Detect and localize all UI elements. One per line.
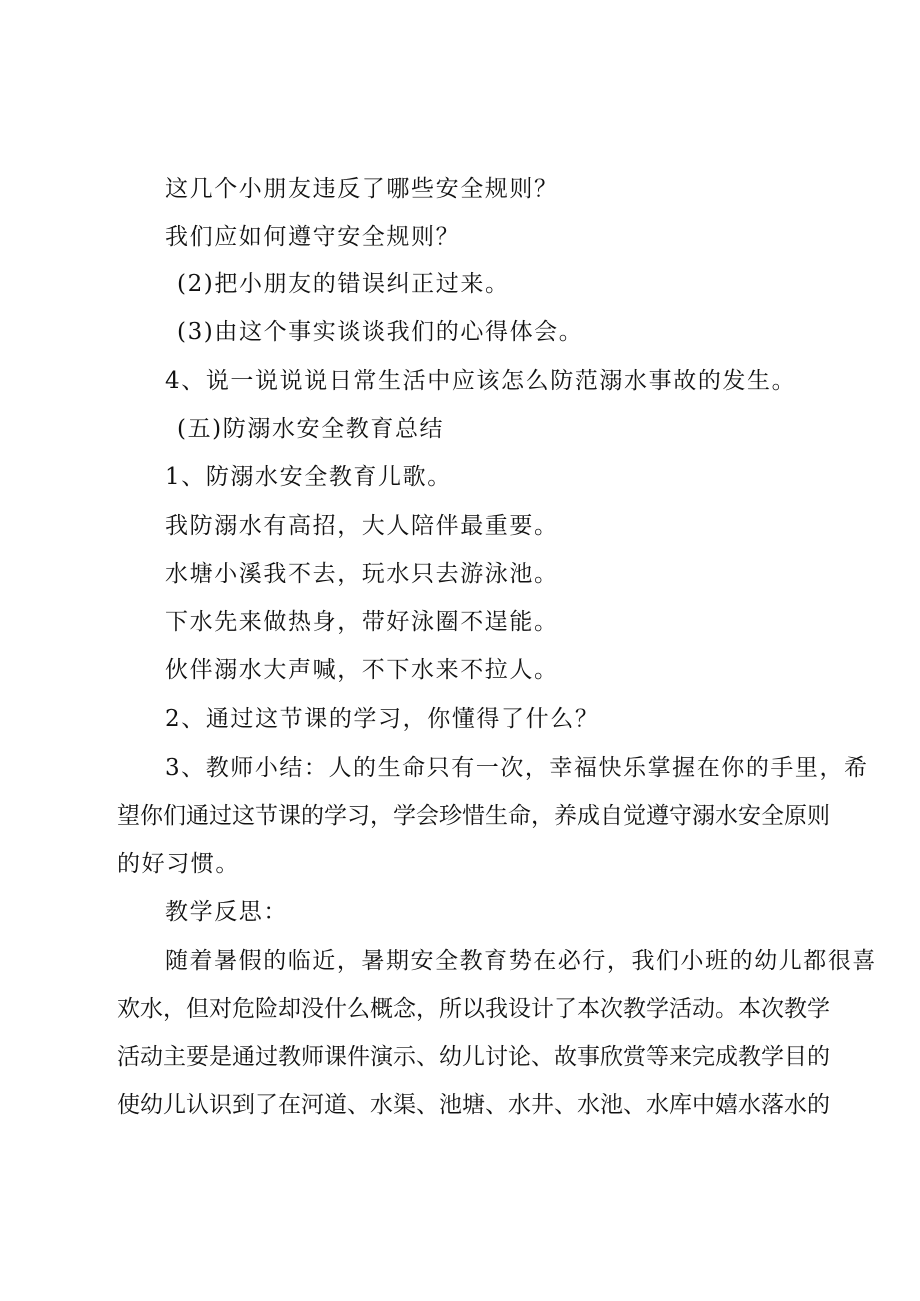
reflection-line-4: 使幼儿认识到了在河道、水渠、池塘、水井、水池、水库中嬉水落水的 [117, 1092, 830, 1118]
rhyme-line-1: 我防溺水有高招，大人陪伴最重要。 [165, 513, 559, 539]
rhyme-line-2: 水塘小溪我不去，玩水只去游泳池。 [165, 561, 559, 587]
text-line-1: 这几个小朋友违反了哪些安全规则？ [165, 176, 559, 202]
text-line-2: 我们应如何遵守安全规则？ [165, 224, 461, 250]
reflection-line-3: 活动主要是通过教师课件演示、幼儿讨论、故事欣赏等来完成教学目的 [117, 1044, 830, 1070]
reflection-line-1: 随着暑假的临近，暑期安全教育势在必行，我们小班的幼儿都很喜 [165, 948, 877, 974]
reflection-line-2: 欢水，但对危险却没什么概念，所以我设计了本次教学活动。本次教学 [117, 996, 830, 1022]
text-line-4: (3)由这个事实谈谈我们的心得体会。 [177, 319, 584, 345]
summary-line-2: 望你们通过这节课的学习，学会珍惜生命，养成自觉遵守溺水安全原则 [117, 803, 830, 829]
rhyme-line-4: 伙伴溺水大声喊，不下水来不拉人。 [165, 657, 559, 683]
text-line-12: 2、通过这节课的学习，你懂得了什么？ [165, 706, 600, 732]
rhyme-line-3: 下水先来做热身，带好泳圈不逞能。 [165, 609, 559, 635]
reflection-heading: 教学反思： [165, 899, 288, 925]
text-line-7: 1、防溺水安全教育儿歌。 [165, 464, 452, 490]
summary-line-3: 的好习惯。 [117, 851, 240, 877]
summary-line-1: 3、教师小结：人的生命只有一次，幸福快乐掌握在你的手里，希 [165, 755, 869, 781]
text-line-3: (2)把小朋友的错误纠正过来。 [177, 271, 510, 297]
section-heading: (五)防溺水安全教育总结 [177, 416, 445, 442]
text-line-5: 4、说一说说说日常生活中应该怎么防范溺水事故的发生。 [165, 368, 797, 394]
